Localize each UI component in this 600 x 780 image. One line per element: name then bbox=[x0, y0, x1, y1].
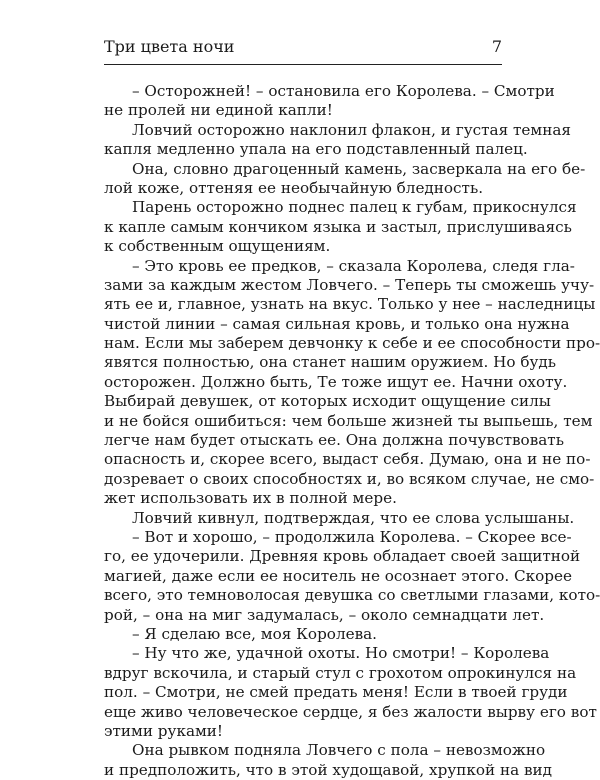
text-line: явятся полностью, она станет нашим оружием. Но будь bbox=[104, 353, 557, 372]
text-line: капля медленно упала на его подставленный палец. bbox=[104, 140, 528, 159]
text-line: этими руками! bbox=[104, 721, 224, 740]
text-line: дозревает о своих способностях и, во всяком случае, не смо- bbox=[104, 469, 595, 488]
text-line: опасность и, скорее всего, выдаст себя. Думаю, она и не по- bbox=[104, 450, 591, 469]
text-line: – Это кровь ее предков, – сказала Королева, следя гла- bbox=[132, 256, 575, 275]
text-line: – Вот и хорошо, – продолжила Королева. – Скорее все- bbox=[132, 527, 572, 546]
text-line: Выбирай девушек, от которых исходит ощущение силы bbox=[104, 392, 551, 411]
body-text bbox=[104, 82, 600, 780]
text-line: жет использовать их в полной мере. bbox=[104, 489, 397, 508]
text-line: – Я сделаю все, моя Королева. bbox=[132, 624, 378, 643]
running-header bbox=[104, 30, 502, 65]
text-line: чистой линии – самая сильная кровь, и только она нужна bbox=[104, 314, 570, 333]
text-line: Ловчий осторожно наклонил флакон, и густая темная bbox=[132, 120, 571, 139]
text-line: – Осторожней! – остановила его Королева. – Смотри bbox=[132, 82, 555, 100]
book-title: Три цвета ночи bbox=[104, 37, 235, 56]
text-line: лой коже, оттеняя ее необычайную бледность. bbox=[104, 178, 484, 197]
text-line: вдруг вскочила, и старый стул с грохотом опрокинулся на bbox=[104, 663, 577, 682]
text-line: ять ее и, главное, узнать на вкус. Только у нее – наследницы bbox=[104, 295, 596, 314]
text-line: к капле самым кончиком языка и застыл, прислушиваясь bbox=[104, 217, 572, 236]
text-line: го, ее удочерили. Древняя кровь обладает своей защитной bbox=[104, 547, 581, 566]
text-line: и предположить, что в этой худощавой, хрупкой на вид bbox=[104, 760, 553, 779]
page-number: 7 bbox=[491, 37, 502, 56]
text-line: и не бойся ошибиться: чем больше жизней ты выпьешь, тем bbox=[104, 411, 593, 430]
text-line: всего, это темноволосая девушка со светлыми глазами, кото- bbox=[104, 586, 600, 605]
text-line: зами за каждым жестом Ловчего. – Теперь ты сможешь учу- bbox=[104, 275, 595, 294]
text-line: к собственным ощущениям. bbox=[104, 237, 331, 256]
text-line: осторожен. Должно быть, Те тоже ищут ее. Начни охоту. bbox=[104, 372, 568, 391]
text-line: магией, даже если ее носитель не осознает этого. Скорее bbox=[104, 566, 573, 585]
text-line: – Ну что же, удачной охоты. Но смотри! – Королева bbox=[132, 644, 550, 663]
text-line: рой, – она на миг задумалась, – около семнадцати лет. bbox=[104, 605, 545, 624]
text-line: Ловчий кивнул, подтверждая, что ее слова услышаны. bbox=[132, 508, 575, 527]
text-line: Парень осторожно поднес палец к губам, прикоснулся bbox=[132, 198, 577, 217]
text-line: пол. – Смотри, не смей предать меня! Если в твоей груди bbox=[104, 683, 568, 702]
text-line: Она, словно драгоценный камень, засверкала на его бе- bbox=[132, 159, 586, 178]
text-line: еще живо человеческое сердце, я без жалости вырву его вот bbox=[104, 702, 597, 721]
text-line: нам. Если мы заберем девчонку к себе и ее способности про- bbox=[104, 334, 600, 353]
text-line: легче нам будет отыскать ее. Она должна почувствовать bbox=[104, 431, 564, 450]
text-line: не пролей ни единой капли! bbox=[104, 101, 333, 120]
text-line: Она рывком подняла Ловчего с пола – невозможно bbox=[132, 741, 546, 760]
